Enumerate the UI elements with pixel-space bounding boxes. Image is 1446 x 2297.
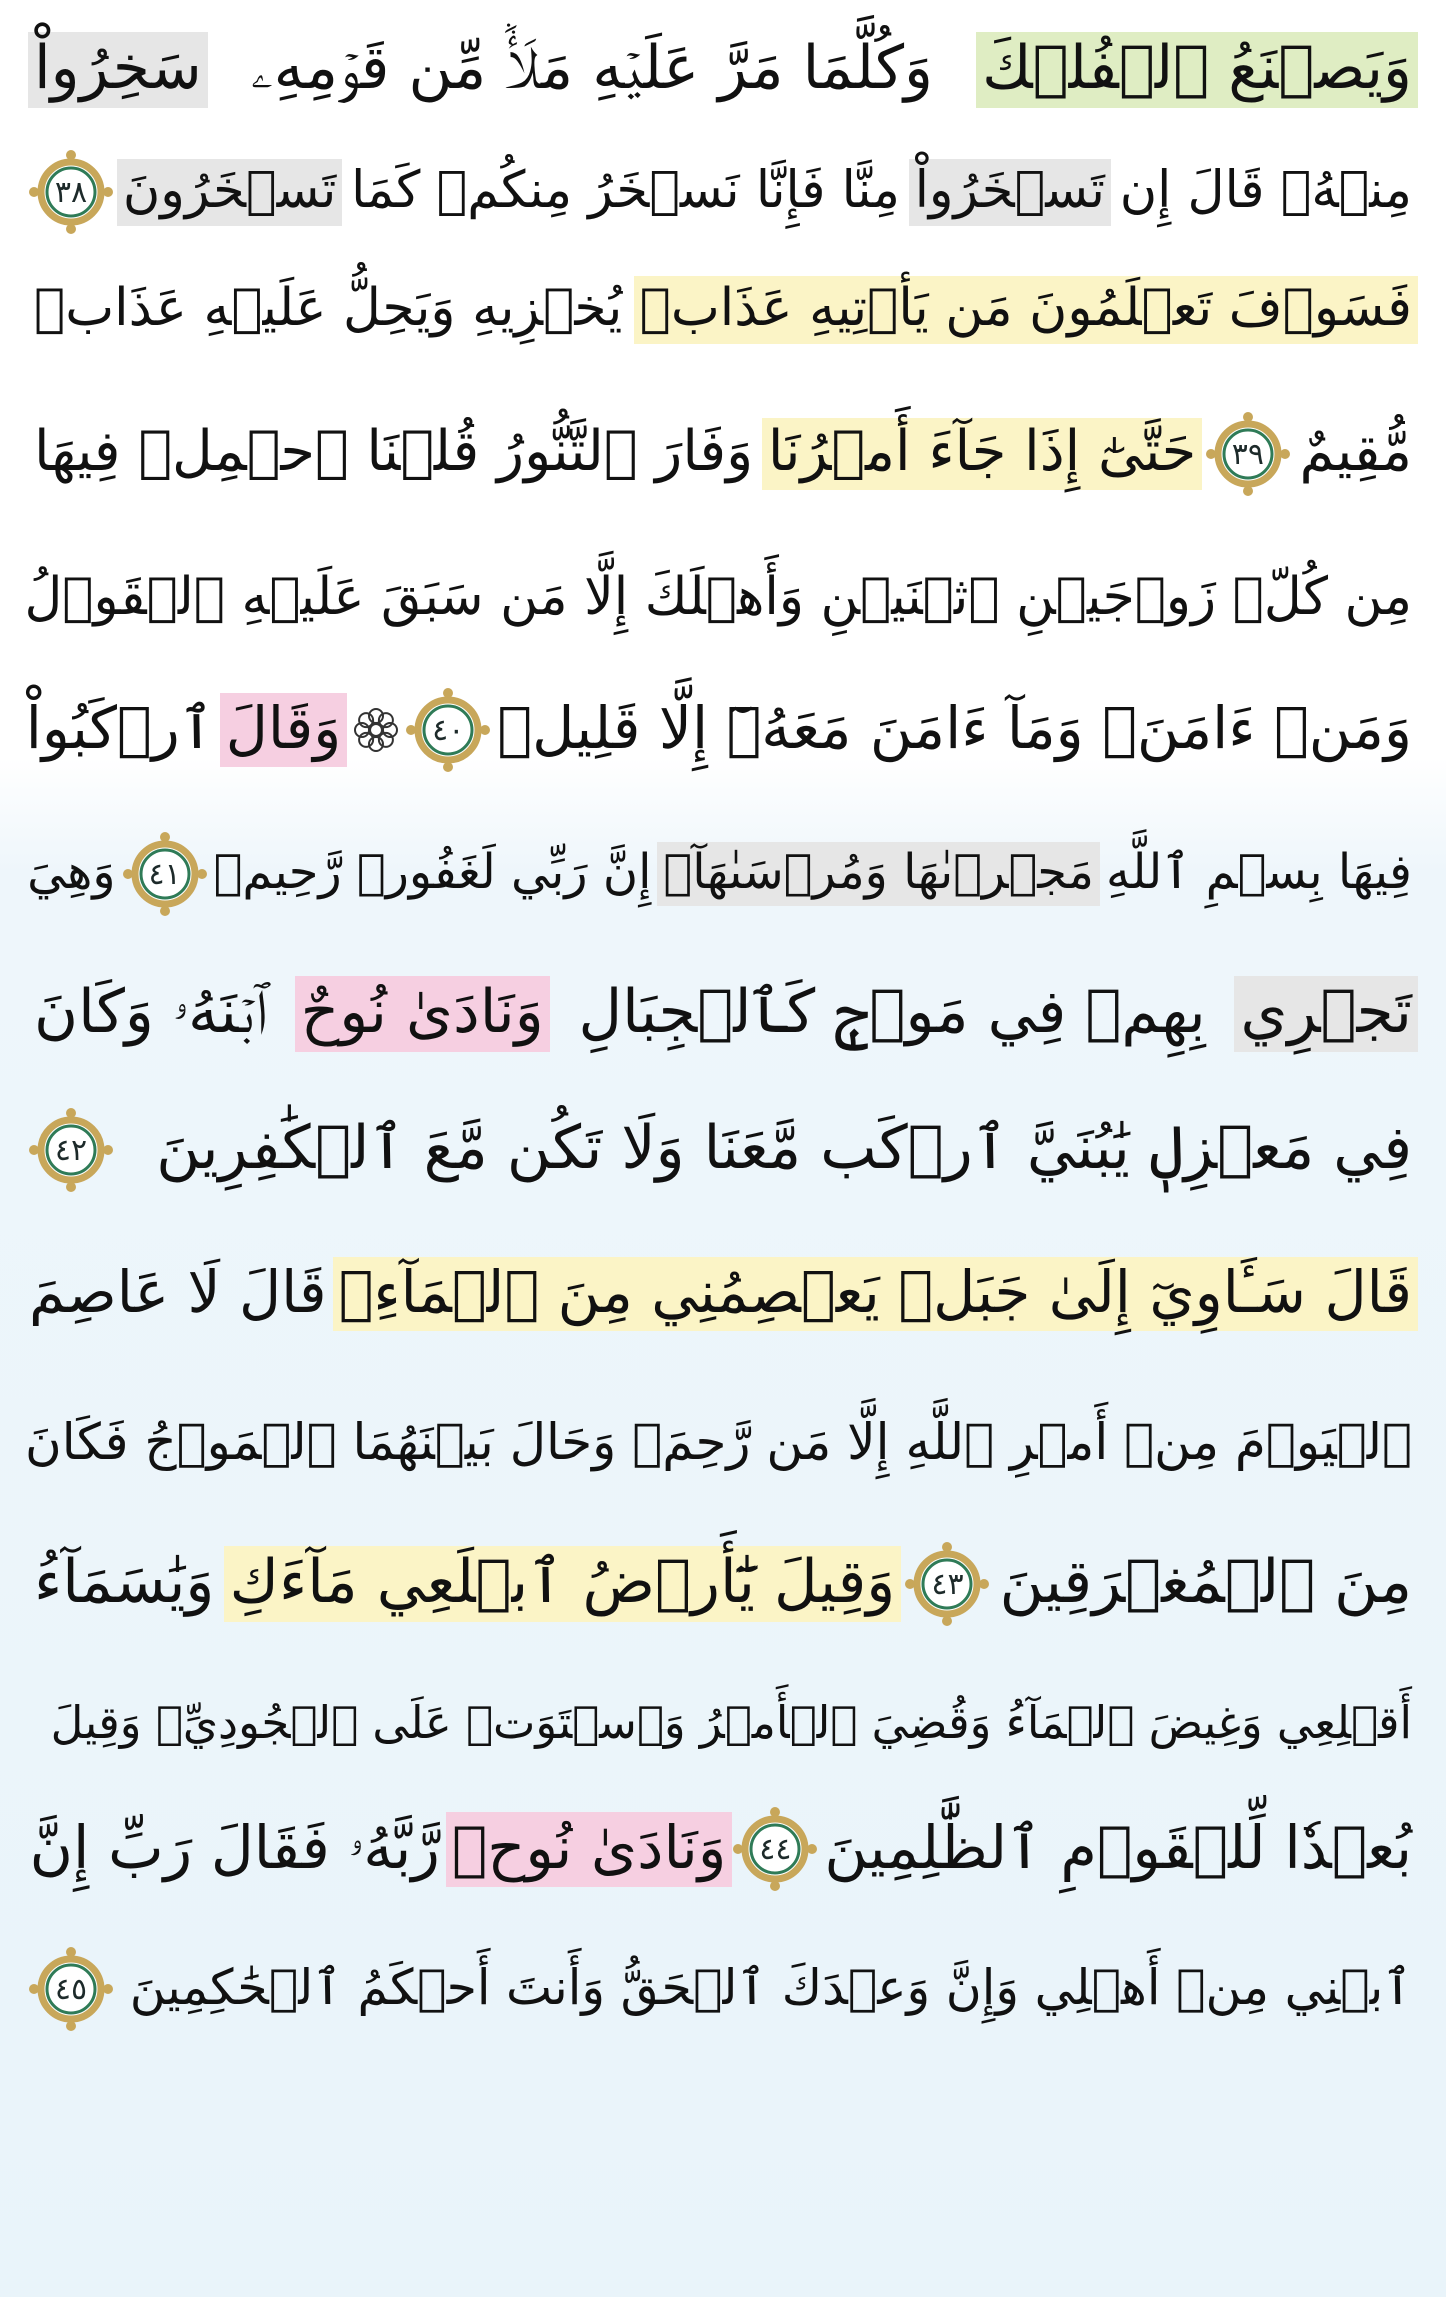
verse-text: أَقۡلِعِي وَغِيضَ ٱلۡمَآءُ وَقُضِيَ ٱلۡأَمۡرُ وَٱسۡتَوَتۡ عَلَى ٱلۡجُودِيِّۖ وَقِيلَ [50,1695,1412,1749]
verse-text: يُخۡزِيهِ وَيَحِلُّ عَلَيۡهِ عَذَابٞ [34,278,623,338]
verse-text: رَّبَّهُۥ فَقَالَ رَبِّ إِنَّ [29,1812,440,1882]
verse-text: وَكُلَّمَا مَرَّ عَلَيۡهِ مَلَأٞ مِّن قَوۡمِهِۦ [250,33,933,103]
verse-text: ٱرۡكَبُواْ [25,694,214,762]
verse-text: وَيَٰسَمَآءُ [34,1547,215,1617]
text-line [20,1230,1426,1358]
highlighted-phrase: تَسۡخَرُواْ [909,159,1111,226]
ayah-number-marker [904,1541,990,1627]
highlighted-phrase: سَخِرُواْ [28,32,208,108]
verse-text: مِنَ ٱلۡمُغۡرَقِينَ [999,1547,1412,1617]
highlighted-phrase: قَالَ سَـَٔاوِيٓ إِلَىٰ جَبَلٖ يَعۡصِمُنِي مِنَ ٱلۡمَآءِۚ [333,1257,1418,1331]
verse-text: مُّقِيمٌ [1299,419,1412,484]
ayah-number: ٣٩ [1231,436,1264,472]
ayah-number: ٤١ [148,856,181,892]
text-line [20,6,1426,134]
text-line [20,128,1426,256]
text-line [20,1785,1426,1913]
ayah-number: ٤٥ [54,1971,88,2007]
text-line [20,246,1426,374]
verse-text: قَالَ لَا عَاصِمَ [28,1258,327,1326]
ayah-number: ٣٨ [54,174,88,210]
ayah-number: ٤٠ [432,712,465,748]
text-line [20,1380,1426,1508]
ayah-number-marker [28,1107,114,1193]
highlighted-phrase: وَقَالَ [220,693,348,767]
verse-text: وَفَارَ ٱلتَّنُّورُ قُلۡنَا ٱحۡمِلۡ فِيهَا [34,419,754,484]
verse-text: مِنَّا فَإِنَّا نَسۡخَرُ مِنكُمۡ كَمَا [351,160,900,220]
text-line [20,1086,1426,1214]
highlighted-phrase: وَنَادَىٰ نُوحٌ [295,976,550,1052]
ayah-number-marker [28,1946,114,2032]
verse-text: وَمَنۡ ءَامَنَۚ وَمَآ ءَامَنَ مَعَهُۥٓ إِلَّا قَلِيلٞ [497,694,1412,762]
highlighted-phrase: تَسۡخَرُونَ [117,159,342,226]
ayah-number-marker [1205,411,1291,497]
verse-text: فِيهَا بِسۡمِ ٱللَّهِ [1106,844,1412,900]
ayah-number-marker [405,687,491,773]
highlighted-phrase: تَجۡرِي [1234,976,1418,1052]
highlighted-phrase: وَيَصۡنَعُ ٱلۡفُلۡكَ [976,32,1418,108]
ayah-number-marker [28,149,114,235]
text-line [20,810,1426,938]
ayah-number-marker [732,1806,818,1892]
verse-text: إِنَّ رَبِّي لَغَفُورٞ رَّحِيمٞ [213,844,652,900]
verse-text: ٱبۡنَهُۥ وَكَانَ [34,977,266,1047]
text-line [20,666,1426,794]
text-line [20,1925,1426,2053]
highlighted-phrase: فَسَوۡفَ تَعۡلَمُونَ مَن يَأۡتِيهِ عَذَابٞ [634,276,1418,344]
text-line [20,950,1426,1078]
hizb-star-icon [347,701,405,759]
verse-text: بُعۡدٗا لِّلۡقَوۡمِ ٱلظَّٰلِمِينَ [824,1812,1412,1882]
verse-text: فِي مَعۡزِلٖ يَٰبُنَيَّ ٱرۡكَب مَّعَنَا وَلَا تَكُن مَّعَ ٱلۡكَٰفِرِينَ [156,1113,1412,1183]
verse-text: ٱبۡنِي مِنۡ أَهۡلِي وَإِنَّ وَعۡدَكَ ٱلۡحَقُّ وَأَنتَ أَحۡكَمُ ٱلۡحَٰكِمِينَ [129,1958,1412,2016]
verse-text: مِنۡهُۚ قَالَ إِن [1119,160,1412,220]
text-line [20,535,1426,663]
highlighted-phrase: وَنَادَىٰ نُوحٞ [446,1812,733,1887]
verse-text: وَهِيَ [27,844,116,900]
verse-text: ٱلۡيَوۡمَ مِنۡ أَمۡرِ ٱللَّهِ إِلَّا مَن رَّحِمَۚ وَحَالَ بَيۡنَهُمَا ٱلۡمَوۡجُ فَكَانَ [25,1413,1412,1471]
highlighted-phrase: حَتَّىٰٓ إِذَا جَآءَ أَمۡرُنَا [762,418,1202,490]
verse-text: بِهِمۡ فِي مَوۡجٖ كَٱلۡجِبَالِ [578,977,1206,1047]
text-line [20,1520,1426,1648]
ayah-number: ٤٣ [931,1566,964,1602]
verse-text: مِن كُلّٖ زَوۡجَيۡنِ ٱثۡنَيۡنِ وَأَهۡلَكَ إِلَّا مَن سَبَقَ عَلَيۡهِ ٱلۡقَوۡلُ [24,567,1412,627]
highlighted-phrase: وَقِيلَ يَٰٓأَرۡضُ ٱبۡلَعِي مَآءَكِ [224,1546,902,1622]
text-line [20,1660,1426,1788]
text-line [20,390,1426,518]
ayah-number: ٤٤ [759,1831,792,1867]
highlighted-phrase: مَجۡرٜىٰهَا وَمُرۡسَىٰهَآۚ [657,842,1100,906]
ayah-number: ٤٢ [54,1132,88,1168]
ayah-number-marker [122,831,208,917]
